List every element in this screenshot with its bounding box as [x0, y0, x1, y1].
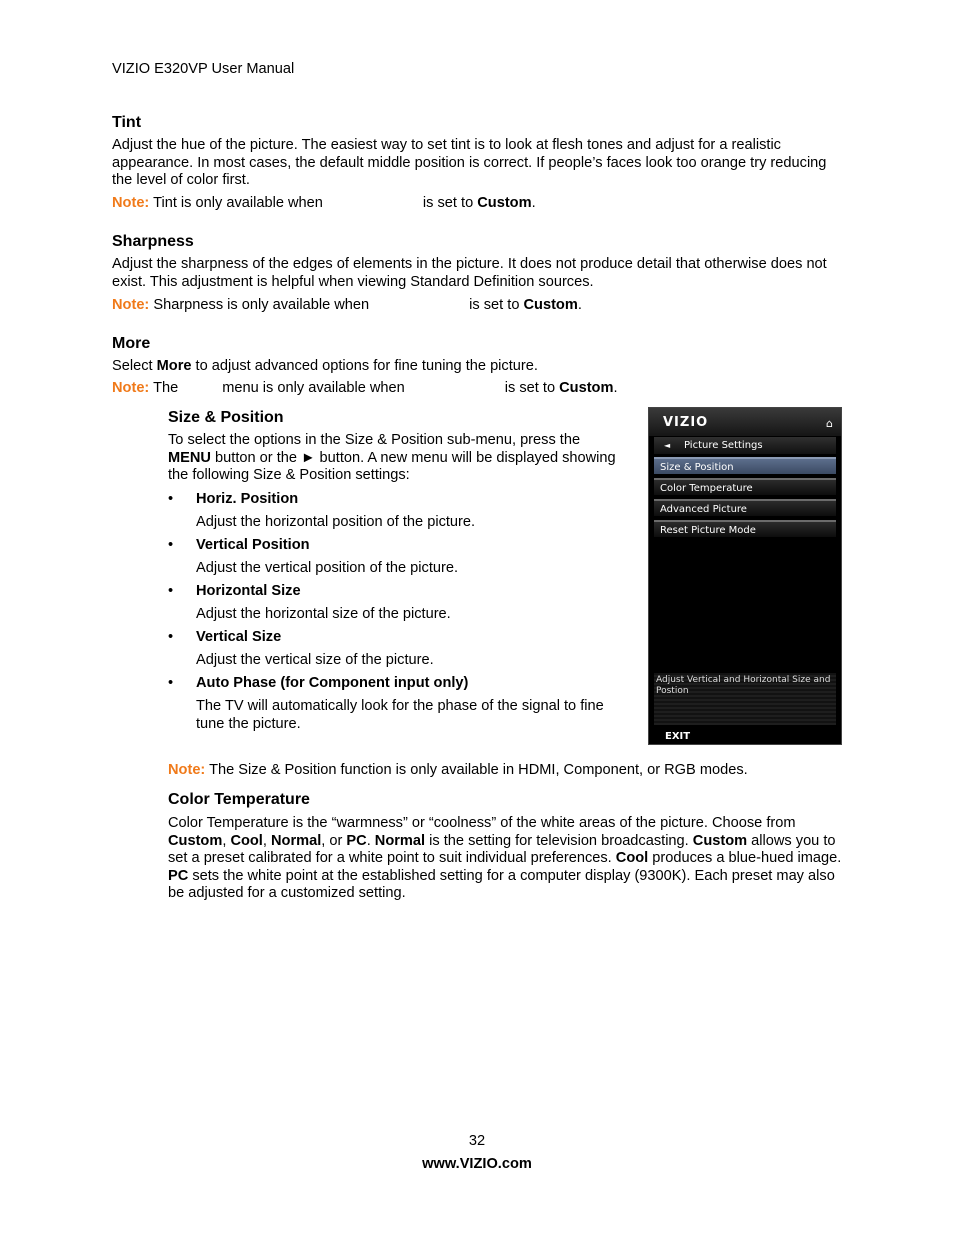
- ct-bold: Custom: [692, 832, 748, 849]
- note-period: .: [531, 195, 536, 211]
- ct-bold: PC: [346, 832, 367, 849]
- sharpness-note: [112, 297, 582, 315]
- tint-heading: Tint: [112, 114, 142, 131]
- note-text: menu is only available when: [222, 380, 405, 396]
- more-heading: More: [112, 335, 151, 352]
- tv-menu-item-advanced-picture: Advanced Picture: [654, 499, 836, 516]
- intro-text: To select the options in the Size & Position sub-menu, press the: [168, 432, 581, 448]
- home-icon: ⌂: [826, 417, 833, 430]
- more-body: [112, 358, 538, 376]
- note-text: Tint is only available when: [149, 195, 323, 211]
- tv-menu-screenshot: [648, 407, 842, 745]
- intro-text: button or the ► button. A new menu will be displayed showing the following Size & Position settings:: [168, 449, 616, 484]
- note-label: Note:: [168, 762, 206, 778]
- note-text: is set to: [469, 297, 524, 313]
- item-desc: Adjust the horizontal position of the picture.: [196, 514, 476, 530]
- size-position-intro: [168, 432, 618, 485]
- ct-text: is the setting for television broadcasting.: [425, 832, 693, 849]
- item-title: Vertical Size: [196, 629, 282, 645]
- tv-menu-item-size-position: Size & Position: [654, 457, 836, 474]
- note-text: The Size & Position function is only available in HDMI, Component, or RGB modes.: [205, 762, 748, 778]
- ct-text: Color Temperature is the “warmness” or “coolness” of the white areas of the picture. Choose from: [168, 815, 796, 831]
- footer-url: www.VIZIO.com: [422, 1156, 532, 1172]
- note-period: .: [613, 380, 618, 396]
- note-text: The: [149, 380, 179, 396]
- ct-bold: Cool: [230, 832, 263, 849]
- bullet-icon: •: [168, 537, 174, 553]
- item-title: Horiz. Position: [196, 491, 299, 507]
- sharpness-body: Adjust the sharpness of the edges of elements in the picture. It does not produce detail that otherwise does not exist. This adjustment is helpful when viewing Standard Definition sources.: [112, 256, 827, 290]
- ct-text: sets the white point at the established setting for a computer display (9300K). Each preset may also be adjusted for a customized setting.: [168, 867, 835, 902]
- ct-text: .: [366, 832, 375, 849]
- ct-bold: Normal: [374, 832, 426, 849]
- more-body-bold: More: [156, 358, 192, 374]
- tv-menu-item-color-temperature: Color Temperature: [654, 478, 836, 495]
- tv-menu-topbar: [649, 408, 841, 436]
- tv-menu-title-bar: [654, 437, 836, 454]
- ct-text: allows you to set a preset calibrated for a white point to suit individual preferences.: [168, 832, 836, 867]
- list-item: [168, 537, 638, 560]
- item-desc: The TV will automatically look for the phase of the signal to fine tune the picture.: [196, 698, 604, 732]
- list-item: [168, 629, 638, 652]
- item-desc: Adjust the horizontal size of the picture.: [196, 606, 451, 622]
- ct-text: , or: [321, 832, 347, 849]
- note-period: .: [577, 297, 582, 313]
- bullet-icon: •: [168, 629, 174, 645]
- item-title: Auto Phase (for Component input only): [196, 675, 469, 691]
- more-body-text: to adjust advanced options for fine tuning the picture.: [191, 358, 538, 374]
- ct-text: ,: [262, 832, 271, 849]
- item-desc: Adjust the vertical position of the picture.: [196, 560, 459, 576]
- bullet-icon: •: [168, 491, 174, 507]
- back-arrow-icon: ◄: [664, 441, 671, 450]
- color-temperature-body: [168, 815, 844, 903]
- tv-menu-help-text: Adjust Vertical and Horizontal Size and Postion: [654, 673, 836, 725]
- item-title: Horizontal Size: [196, 583, 301, 599]
- ct-bold: Cool: [615, 850, 649, 867]
- list-item: [168, 491, 638, 514]
- list-item: [168, 675, 638, 698]
- size-position-list: [168, 491, 638, 733]
- tv-menu-item-reset-picture-mode: Reset Picture Mode: [654, 520, 836, 537]
- note-text: Sharpness is only available when: [149, 297, 370, 313]
- note-text: is set to: [504, 380, 560, 396]
- vizio-logo: VIZIO: [663, 415, 709, 430]
- note-label: Note:: [112, 380, 150, 396]
- tint-note: [112, 195, 536, 213]
- note-label: Note:: [112, 195, 150, 211]
- note-custom: Custom: [559, 380, 614, 396]
- sharpness-heading: Sharpness: [112, 233, 194, 250]
- page-header: VIZIO E320VP User Manual: [112, 61, 295, 77]
- ct-text: ,: [222, 832, 231, 849]
- tv-menu-title: Picture Settings: [684, 440, 763, 451]
- note-custom: Custom: [523, 297, 578, 313]
- tint-body: Adjust the hue of the picture. The easiest way to set tint is to look at flesh tones and adjust for a realistic appearance. In most cases, the default middle position is correct. If people’s faces look too orange try reducing the level of color first.: [112, 137, 827, 189]
- note-label: Note:: [112, 297, 150, 313]
- item-title: Vertical Position: [196, 537, 310, 553]
- ct-bold: Normal: [270, 832, 322, 849]
- bullet-icon: •: [168, 583, 174, 599]
- more-body-text: Select: [112, 358, 157, 374]
- size-position-heading: Size & Position: [168, 409, 284, 426]
- list-item: [168, 583, 638, 606]
- color-temperature-heading: Color Temperature: [168, 791, 310, 808]
- ct-bold: Custom: [168, 832, 223, 849]
- note-text: is set to: [422, 195, 478, 211]
- item-desc: Adjust the vertical size of the picture.: [196, 652, 434, 668]
- size-position-note: [168, 762, 748, 780]
- intro-menu: MENU: [168, 449, 211, 466]
- bullet-icon: •: [168, 675, 174, 691]
- tv-menu-exit: EXIT: [665, 731, 691, 742]
- ct-bold: PC: [168, 867, 189, 884]
- note-custom: Custom: [477, 195, 532, 211]
- more-note: [112, 380, 618, 398]
- page-number: 32: [468, 1133, 486, 1149]
- ct-text: produces a blue-hued image.: [648, 850, 842, 867]
